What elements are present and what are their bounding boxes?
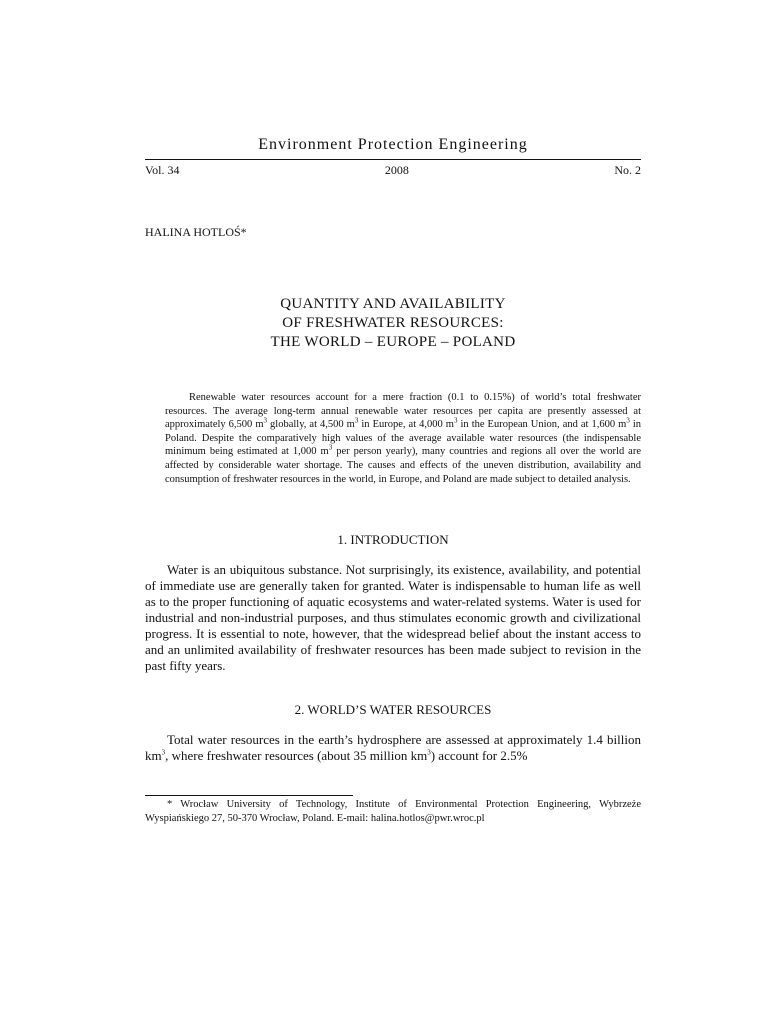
body-text: Total water resources in the earth’s hydrosphere are assessed at approximately 1.4 billion km: [145, 732, 641, 763]
body-text: , where freshwater resources (about 35 million km: [165, 748, 428, 763]
title-line-2: OF FRESHWATER RESOURCES:: [282, 315, 504, 331]
world-water-resources-body: [145, 732, 641, 764]
superscript: 3: [161, 748, 166, 757]
author-name: HALINA HOTLOŚ*: [145, 225, 247, 239]
superscript: 3: [263, 416, 267, 425]
superscript: 3: [328, 443, 333, 452]
abstract-text: globally, at 4,500 m: [267, 419, 355, 431]
abstract-text: Renewable water resources account for a mere fraction (0.1 to 0.15%) of world’s total freshwater resources. The average long-term annual renewable water resources per capita are presently assessed at approximately 6,500 m: [165, 392, 641, 431]
superscript: 3: [453, 416, 458, 425]
body-paragraph: [145, 732, 641, 764]
introduction-body: [145, 562, 641, 674]
abstract-text: in the European Union, and at 1,600 m: [457, 419, 627, 431]
superscript: 3: [427, 748, 431, 757]
footnote-text: * Wrocław University of Technology, Institute of Environmental Protection Engineering, Wybrzeże Wyspiańskiego 27, 50-370 Wrocław, Poland. E-mail: halina.hotlos@pwr.wroc.pl: [145, 799, 641, 824]
abstract: [165, 391, 641, 486]
paper-title: [0, 295, 768, 352]
volume-label: Vol. 34: [145, 163, 180, 177]
footnote: [145, 798, 641, 825]
body-text: ) account for 2.5%: [430, 748, 528, 763]
title-line-1: QUANTITY AND AVAILABILITY: [280, 296, 506, 312]
issue-line: [145, 163, 641, 178]
body-paragraph: Water is an ubiquitous substance. Not surprisingly, its existence, availability, and potential of immediate use are generally taken for granted. Water is indispensable to human life as well as to the proper functioning of aquatic ecosystems and water-related systems. Water is used for industrial and non-industrial purposes, and thus stimulates economic growth and civilizational progress. It is essential to note, however, that the widespread belief about the instant access to and an unlimited availability of freshwater resources has been made subject to revision in the past fifty years.: [145, 562, 641, 673]
section-heading-introduction: 1. INTRODUCTION: [337, 532, 449, 547]
title-line-3: THE WORLD – EUROPE – POLAND: [270, 334, 516, 350]
header-rule: [145, 159, 641, 160]
section-heading-world-water-resources: 2. WORLD’S WATER RESOURCES: [294, 702, 492, 717]
journal-title: Environment Protection Engineering: [258, 136, 528, 153]
superscript: 3: [354, 416, 359, 425]
year-label: 2008: [384, 163, 409, 177]
issue-number-label: No. 2: [614, 163, 641, 177]
abstract-text: per person yearly), many countries and regions all over the world are affected by considerable water shortage. The causes and effects of the uneven distribution, availability and consumption of freshwater resources in the world, in Europe, and Poland are made subject to detailed analysis.: [165, 446, 642, 485]
abstract-text: in Europe, at 4,000 m: [358, 419, 454, 431]
abstract-paragraph: [165, 391, 641, 486]
superscript: 3: [626, 416, 630, 425]
abstract-text: in Poland. Despite the comparatively high values of the average available water resources (the indispensable minimum being estimated at 1,000 m: [165, 419, 642, 458]
footnote-rule: [145, 795, 353, 796]
